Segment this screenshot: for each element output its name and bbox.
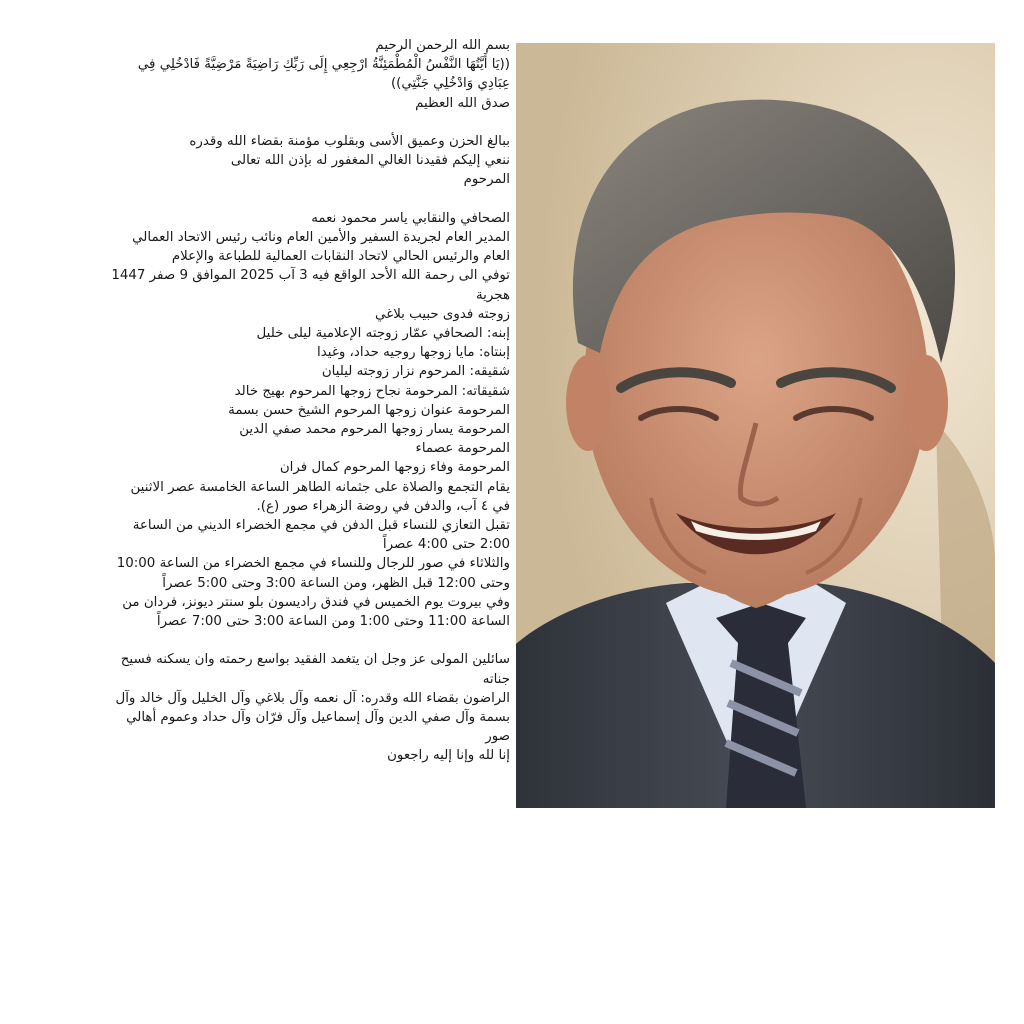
closing-line: إنا لله وإنا إليه راجعون [387,748,510,764]
family-line: المرحومة وفاء زوجها المرحوم كمال فران [279,460,510,476]
basmala: بسم الله الرحمن الرحيم [375,38,510,53]
left-ear [566,355,610,451]
family-line: إبنه: الصحافي عمّار زوجته الإعلامية ليلى خليل [256,326,510,342]
death-date: هجرية [476,287,510,303]
death-date: توفي الى رحمة الله الأحد الواقع فيه 3 آب 2025 الموافق 9 صفر 1447 [111,268,510,284]
family-line: إبنتاه: مايا زوجها روجيه حداد، وغيدا [317,345,510,361]
deceased-title: العام والرئيس الحالي لاتحاد النقابات العمالية للطباعة والإعلام [171,249,510,265]
condolence-line: وحتى 12:00 قبل الظهر، ومن الساعة 3:00 وحتى 5:00 عصراً [162,575,510,591]
mourners-line: بسمة وآل صفي الدين وآل إسماعيل وآل فرّان وآل حداد وعموم أهالي [126,710,510,726]
family-line: شقيقاته: المرحومة نجاح زوجها المرحوم بهيج خالد [234,383,510,399]
quran-verse-line: ((يَا أَيَّتُهَا النَّفْسُ الْمُطْمَئِنَّةُ ارْجِعِي إِلَى رَبِّكِ رَاضِيَةً مَرْضِيَّةً فَادْخُلِي فِي [137,57,510,73]
family-line: زوجته فدوى حبيب بلاغي [375,306,510,322]
prayer-line: سائلين المولى عز وجل ان يتغمد الفقيد بواسع رحمته وان يسكنه فسيح [120,652,510,668]
spacer [60,190,510,209]
spacer [60,113,510,132]
condolence-line: 2:00 حتى 4:00 عصراً [382,537,510,553]
spacer [60,631,510,650]
deceased-title: المدير العام لجريدة السفير والأمين العام ونائب رئيس الاتحاد العمالي [132,230,510,245]
announcement-line: ببالغ الحزن وعميق الأسى وبقلوب مؤمنة بقضاء الله وقدره [189,134,510,149]
sadaqa-line: صدق الله العظيم [415,95,510,111]
announcement-line: المرحوم [463,172,510,188]
family-line: شقيقه: المرحوم نزار زوجته ليليان [321,364,510,380]
obituary-text [60,36,510,766]
funeral-line: في ٤ آب، والدفن في روضة الزهراء صور (ع). [256,498,510,514]
condolence-line: والثلاثاء في صور للرجال وللنساء في مجمع الخضراء من الساعة 10:00 [116,556,510,572]
mourners-line: الراضون بقضاء الله وقدره: آل نعمه وآل بلاغي وآل الخليل وآل خالد وآل [115,690,510,706]
portrait-photo-icon [516,43,995,808]
condolence-line: وفي بيروت يوم الخميس في فندق راديسون بلو سنتر ديونز، فردان من [122,594,510,610]
condolence-line: الساعة 11:00 وحتى 1:00 ومن الساعة 3:00 حتى 7:00 عصراً [156,614,510,630]
condolence-line: تقبل التعازي للنساء قبل الدفن في مجمع الخضراء الديني من الساعة [132,518,510,534]
prayer-line: جناته [482,671,510,687]
deceased-name: الصحافي والنقابي ياسر محمود نعمه [311,210,510,226]
portrait-photo [516,43,995,808]
right-ear [904,355,948,451]
quran-verse-line: عِبَادِي وَادْخُلِي جَنَّتِي)) [390,76,510,92]
mourners-line: صور [485,729,510,745]
family-line: المرحومة يسار زوجها المرحوم محمد صفي الدين [239,422,510,438]
family-line: المرحومة عصماء [415,441,510,457]
announcement-line: ننعي إليكم فقيدنا الغالي المغفور له بإذن الله تعالى [230,153,510,169]
funeral-line: يقام التجمع والصلاة على جثمانه الطاهر الساعة الخامسة عصر الاثنين [130,479,510,495]
family-line: المرحومة عنوان زوجها المرحوم الشيخ حسن بسمة [228,402,510,418]
